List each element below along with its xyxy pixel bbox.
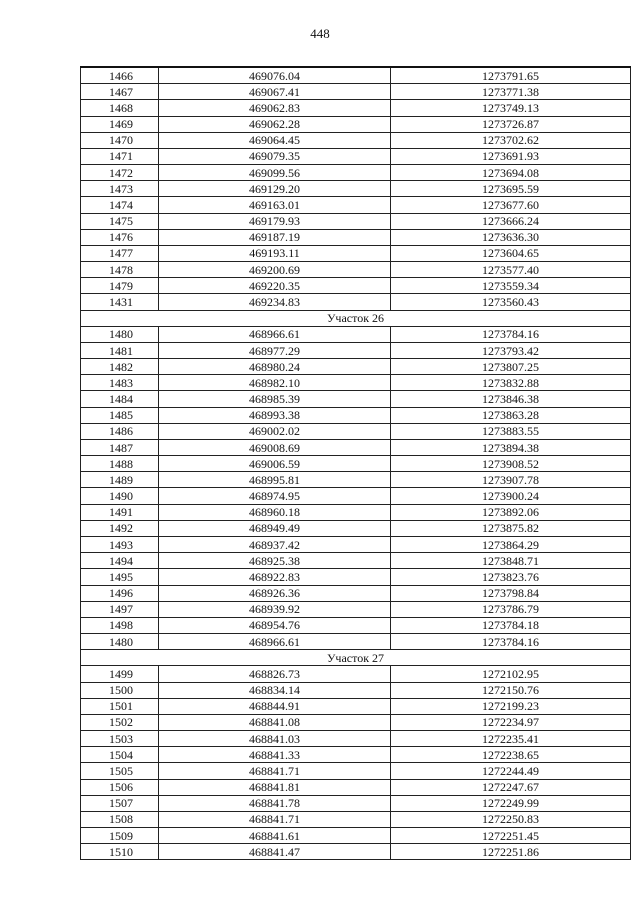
table-row: [81, 116, 631, 132]
y-coordinate-cell: 1273900.24: [391, 488, 631, 504]
table-row: [81, 779, 631, 795]
x-coordinate-cell: 469064.45: [159, 132, 391, 148]
point-number-cell: 1508: [81, 811, 159, 827]
point-number-cell: 1507: [81, 795, 159, 811]
point-number-cell: 1475: [81, 213, 159, 229]
point-number-cell: 1499: [81, 666, 159, 682]
y-coordinate-cell: 1273883.55: [391, 423, 631, 439]
x-coordinate-cell: 469129.20: [159, 181, 391, 197]
y-coordinate-cell: 1273636.30: [391, 229, 631, 245]
y-coordinate-cell: 1272102.95: [391, 666, 631, 682]
table-row: [81, 181, 631, 197]
y-coordinate-cell: 1273894.38: [391, 439, 631, 455]
y-coordinate-cell: 1272249.99: [391, 795, 631, 811]
x-coordinate-cell: 468949.49: [159, 520, 391, 536]
point-number-cell: 1480: [81, 634, 159, 650]
table-row: [81, 553, 631, 569]
y-coordinate-cell: 1273694.08: [391, 165, 631, 181]
point-number-cell: 1497: [81, 601, 159, 617]
x-coordinate-cell: 468841.81: [159, 779, 391, 795]
table-row: [81, 262, 631, 278]
point-number-cell: 1474: [81, 197, 159, 213]
table-row: [81, 747, 631, 763]
x-coordinate-cell: 468834.14: [159, 682, 391, 698]
table-row: [81, 229, 631, 245]
table-row: [81, 666, 631, 682]
table-row: [81, 617, 631, 633]
x-coordinate-cell: 469099.56: [159, 165, 391, 181]
y-coordinate-cell: 1273864.29: [391, 536, 631, 552]
point-number-cell: 1494: [81, 553, 159, 569]
y-coordinate-cell: 1272238.65: [391, 747, 631, 763]
x-coordinate-cell: 468977.29: [159, 342, 391, 358]
x-coordinate-cell: 468841.78: [159, 795, 391, 811]
point-number-cell: 1488: [81, 456, 159, 472]
y-coordinate-cell: 1272199.23: [391, 698, 631, 714]
x-coordinate-cell: 468841.03: [159, 731, 391, 747]
point-number-cell: 1503: [81, 731, 159, 747]
point-number-cell: 1492: [81, 520, 159, 536]
point-number-cell: 1504: [81, 747, 159, 763]
y-coordinate-cell: 1273786.79: [391, 601, 631, 617]
y-coordinate-cell: 1273702.62: [391, 132, 631, 148]
table-row: [81, 197, 631, 213]
point-number-cell: 1473: [81, 181, 159, 197]
x-coordinate-cell: 468841.08: [159, 714, 391, 730]
table-row: [81, 100, 631, 116]
table-row: [81, 488, 631, 504]
y-coordinate-cell: 1273875.82: [391, 520, 631, 536]
y-coordinate-cell: 1272247.67: [391, 779, 631, 795]
x-coordinate-cell: 469076.04: [159, 67, 391, 84]
point-number-cell: 1510: [81, 844, 159, 860]
table-row: [81, 84, 631, 100]
point-number-cell: 1489: [81, 472, 159, 488]
y-coordinate-cell: 1273604.65: [391, 245, 631, 261]
table-row: [81, 294, 631, 310]
section-title: Участок 26: [81, 310, 631, 326]
y-coordinate-cell: 1272234.97: [391, 714, 631, 730]
coordinates-table-body: [81, 67, 631, 860]
table-row: [81, 828, 631, 844]
table-row: [81, 795, 631, 811]
point-number-cell: 1479: [81, 278, 159, 294]
point-number-cell: 1486: [81, 423, 159, 439]
y-coordinate-cell: 1273691.93: [391, 148, 631, 164]
x-coordinate-cell: 468926.36: [159, 585, 391, 601]
point-number-cell: 1484: [81, 391, 159, 407]
point-number-cell: 1468: [81, 100, 159, 116]
y-coordinate-cell: 1273798.84: [391, 585, 631, 601]
x-coordinate-cell: 469187.19: [159, 229, 391, 245]
point-number-cell: 1498: [81, 617, 159, 633]
x-coordinate-cell: 469002.02: [159, 423, 391, 439]
x-coordinate-cell: 468841.33: [159, 747, 391, 763]
x-coordinate-cell: 468939.92: [159, 601, 391, 617]
x-coordinate-cell: 468826.73: [159, 666, 391, 682]
table-row: [81, 165, 631, 181]
table-row: [81, 359, 631, 375]
section-header-row: [81, 310, 631, 326]
y-coordinate-cell: 1272251.86: [391, 844, 631, 860]
x-coordinate-cell: 468980.24: [159, 359, 391, 375]
y-coordinate-cell: 1273807.25: [391, 359, 631, 375]
table-row: [81, 342, 631, 358]
table-row: [81, 148, 631, 164]
x-coordinate-cell: 469079.35: [159, 148, 391, 164]
point-number-cell: 1495: [81, 569, 159, 585]
x-coordinate-cell: 468974.95: [159, 488, 391, 504]
y-coordinate-cell: 1273749.13: [391, 100, 631, 116]
point-number-cell: 1431: [81, 294, 159, 310]
y-coordinate-cell: 1272244.49: [391, 763, 631, 779]
table-row: [81, 569, 631, 585]
table-row: [81, 811, 631, 827]
table-row: [81, 456, 631, 472]
y-coordinate-cell: 1273559.34: [391, 278, 631, 294]
table-row: [81, 698, 631, 714]
table-row: [81, 391, 631, 407]
x-coordinate-cell: 468960.18: [159, 504, 391, 520]
y-coordinate-cell: 1272150.76: [391, 682, 631, 698]
point-number-cell: 1469: [81, 116, 159, 132]
x-coordinate-cell: 468995.81: [159, 472, 391, 488]
point-number-cell: 1470: [81, 132, 159, 148]
point-number-cell: 1491: [81, 504, 159, 520]
table-row: [81, 439, 631, 455]
x-coordinate-cell: 468841.71: [159, 811, 391, 827]
y-coordinate-cell: 1273892.06: [391, 504, 631, 520]
x-coordinate-cell: 468844.91: [159, 698, 391, 714]
y-coordinate-cell: 1273793.42: [391, 342, 631, 358]
table-row: [81, 213, 631, 229]
table-row: [81, 601, 631, 617]
point-number-cell: 1483: [81, 375, 159, 391]
point-number-cell: 1485: [81, 407, 159, 423]
y-coordinate-cell: 1273784.18: [391, 617, 631, 633]
point-number-cell: 1467: [81, 84, 159, 100]
point-number-cell: 1506: [81, 779, 159, 795]
x-coordinate-cell: 468966.61: [159, 326, 391, 342]
x-coordinate-cell: 469008.69: [159, 439, 391, 455]
point-number-cell: 1505: [81, 763, 159, 779]
x-coordinate-cell: 468966.61: [159, 634, 391, 650]
point-number-cell: 1490: [81, 488, 159, 504]
y-coordinate-cell: 1272235.41: [391, 731, 631, 747]
point-number-cell: 1482: [81, 359, 159, 375]
y-coordinate-cell: 1272250.83: [391, 811, 631, 827]
point-number-cell: 1493: [81, 536, 159, 552]
point-number-cell: 1472: [81, 165, 159, 181]
y-coordinate-cell: 1272251.45: [391, 828, 631, 844]
x-coordinate-cell: 468982.10: [159, 375, 391, 391]
x-coordinate-cell: 468925.38: [159, 553, 391, 569]
table-row: [81, 375, 631, 391]
y-coordinate-cell: 1273784.16: [391, 634, 631, 650]
table-row: [81, 407, 631, 423]
x-coordinate-cell: 468841.71: [159, 763, 391, 779]
point-number-cell: 1480: [81, 326, 159, 342]
y-coordinate-cell: 1273695.59: [391, 181, 631, 197]
y-coordinate-cell: 1273784.16: [391, 326, 631, 342]
point-number-cell: 1466: [81, 67, 159, 84]
point-number-cell: 1502: [81, 714, 159, 730]
x-coordinate-cell: 468937.42: [159, 536, 391, 552]
table-row: [81, 634, 631, 650]
table-row: [81, 504, 631, 520]
y-coordinate-cell: 1273846.38: [391, 391, 631, 407]
point-number-cell: 1501: [81, 698, 159, 714]
table-row: [81, 472, 631, 488]
y-coordinate-cell: 1273726.87: [391, 116, 631, 132]
x-coordinate-cell: 469179.93: [159, 213, 391, 229]
y-coordinate-cell: 1273908.52: [391, 456, 631, 472]
section-header-row: [81, 650, 631, 666]
x-coordinate-cell: 469220.35: [159, 278, 391, 294]
y-coordinate-cell: 1273823.76: [391, 569, 631, 585]
y-coordinate-cell: 1273848.71: [391, 553, 631, 569]
x-coordinate-cell: 469062.83: [159, 100, 391, 116]
table-row: [81, 278, 631, 294]
table-row: [81, 714, 631, 730]
table-row: [81, 763, 631, 779]
table-row: [81, 536, 631, 552]
x-coordinate-cell: 468841.61: [159, 828, 391, 844]
y-coordinate-cell: 1273677.60: [391, 197, 631, 213]
table-row: [81, 844, 631, 860]
y-coordinate-cell: 1273791.65: [391, 67, 631, 84]
y-coordinate-cell: 1273666.24: [391, 213, 631, 229]
table-row: [81, 423, 631, 439]
x-coordinate-cell: 469193.11: [159, 245, 391, 261]
x-coordinate-cell: 469067.41: [159, 84, 391, 100]
y-coordinate-cell: 1273560.43: [391, 294, 631, 310]
table-row: [81, 132, 631, 148]
table-row: [81, 585, 631, 601]
point-number-cell: 1509: [81, 828, 159, 844]
x-coordinate-cell: 469200.69: [159, 262, 391, 278]
y-coordinate-cell: 1273863.28: [391, 407, 631, 423]
y-coordinate-cell: 1273771.38: [391, 84, 631, 100]
y-coordinate-cell: 1273577.40: [391, 262, 631, 278]
table-row: [81, 326, 631, 342]
table-row: [81, 682, 631, 698]
table-row: [81, 520, 631, 536]
x-coordinate-cell: 468841.47: [159, 844, 391, 860]
point-number-cell: 1487: [81, 439, 159, 455]
table-row: [81, 245, 631, 261]
point-number-cell: 1477: [81, 245, 159, 261]
x-coordinate-cell: 468954.76: [159, 617, 391, 633]
point-number-cell: 1496: [81, 585, 159, 601]
point-number-cell: 1471: [81, 148, 159, 164]
point-number-cell: 1481: [81, 342, 159, 358]
point-number-cell: 1500: [81, 682, 159, 698]
x-coordinate-cell: 469062.28: [159, 116, 391, 132]
x-coordinate-cell: 468993.38: [159, 407, 391, 423]
x-coordinate-cell: 469006.59: [159, 456, 391, 472]
point-number-cell: 1478: [81, 262, 159, 278]
coordinates-table: [80, 66, 631, 860]
table-row: [81, 67, 631, 84]
x-coordinate-cell: 469163.01: [159, 197, 391, 213]
page-number: 448: [310, 26, 330, 41]
y-coordinate-cell: 1273907.78: [391, 472, 631, 488]
x-coordinate-cell: 469234.83: [159, 294, 391, 310]
table-row: [81, 731, 631, 747]
section-title: Участок 27: [81, 650, 631, 666]
point-number-cell: 1476: [81, 229, 159, 245]
x-coordinate-cell: 468985.39: [159, 391, 391, 407]
y-coordinate-cell: 1273832.88: [391, 375, 631, 391]
x-coordinate-cell: 468922.83: [159, 569, 391, 585]
